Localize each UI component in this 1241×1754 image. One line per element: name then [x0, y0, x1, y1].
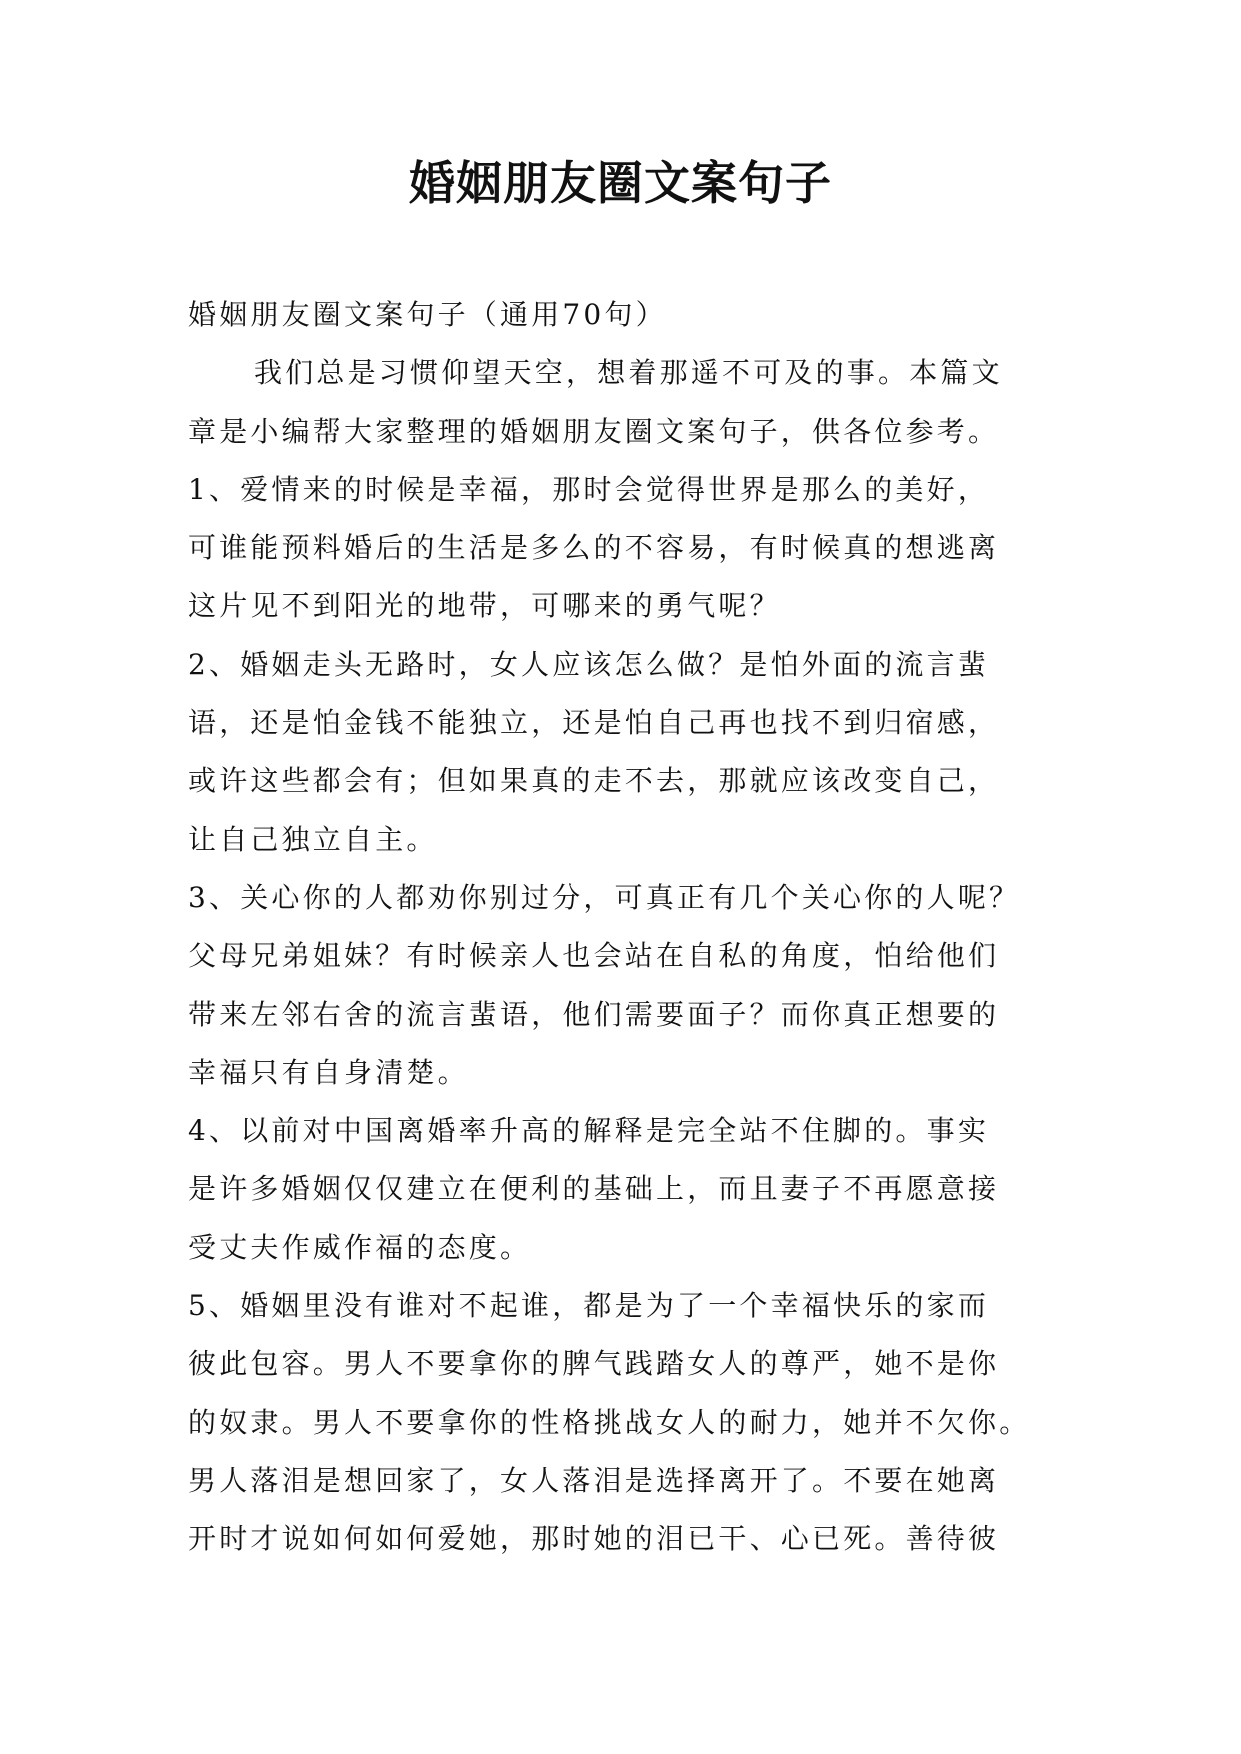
paragraph-line: 1、爱情来的时候是幸福，那时会觉得世界是那么的美好， — [188, 472, 990, 506]
paragraph-line: 带来左邻右舍的流言蜚语，他们需要面子？而你真正想要的 — [188, 997, 1000, 1031]
paragraph-line: 开时才说如何如何爱她，那时她的泪已干、心已死。善待彼 — [188, 1522, 1000, 1556]
intro-line: 我们总是习惯仰望天空，想着那遥不可及的事。本篇文 — [254, 356, 1003, 390]
paragraph-line: 幸福只有自身清楚。 — [188, 1055, 469, 1089]
document-body — [188, 286, 1068, 1569]
paragraph-line: 5、婚姻里没有谁对不起谁，都是为了一个幸福快乐的家而 — [188, 1289, 990, 1323]
paragraph-line: 2、婚姻走头无路时，女人应该怎么做？是怕外面的流言蜚 — [188, 647, 990, 681]
document-title: 婚姻朋友圈文案句子 — [409, 156, 832, 210]
intro-line: 章是小编帮大家整理的婚姻朋友圈文案句子，供各位参考。 — [188, 414, 1000, 448]
paragraph-line: 3、关心你的人都劝你别过分，可真正有几个关心你的人呢？ — [188, 880, 1021, 914]
paragraph-line: 彼此包容。男人不要拿你的脾气践踏女人的尊严，她不是你 — [188, 1347, 1000, 1381]
subtitle-line: 婚姻朋友圈文案句子（通用70句） — [188, 298, 667, 331]
paragraph-line: 是许多婚姻仅仅建立在便利的基础上，而且妻子不再愿意接 — [188, 1172, 1000, 1206]
paragraph-line: 这片见不到阳光的地带，可哪来的勇气呢？ — [188, 589, 781, 623]
paragraph-line: 或许这些都会有；但如果真的走不去，那就应该改变自己， — [188, 764, 1000, 798]
paragraph-line: 可谁能预料婚后的生活是多么的不容易，有时候真的想逃离 — [188, 531, 1000, 565]
paragraph-line: 让自己独立自主。 — [188, 822, 438, 856]
paragraph-line: 男人落泪是想回家了，女人落泪是选择离开了。不要在她离 — [188, 1463, 1000, 1497]
paragraph-line: 4、以前对中国离婚率升高的解释是完全站不住脚的。事实 — [188, 1114, 990, 1148]
paragraph-line: 语，还是怕金钱不能独立，还是怕自己再也找不到归宿感， — [188, 706, 1000, 740]
paragraph-line: 受丈夫作威作福的态度。 — [188, 1230, 532, 1264]
paragraph-line: 的奴隶。男人不要拿你的性格挑战女人的耐力，她并不欠你。 — [188, 1405, 1031, 1439]
paragraph-line: 父母兄弟姐妹？有时候亲人也会站在自私的角度，怕给他们 — [188, 939, 1000, 973]
